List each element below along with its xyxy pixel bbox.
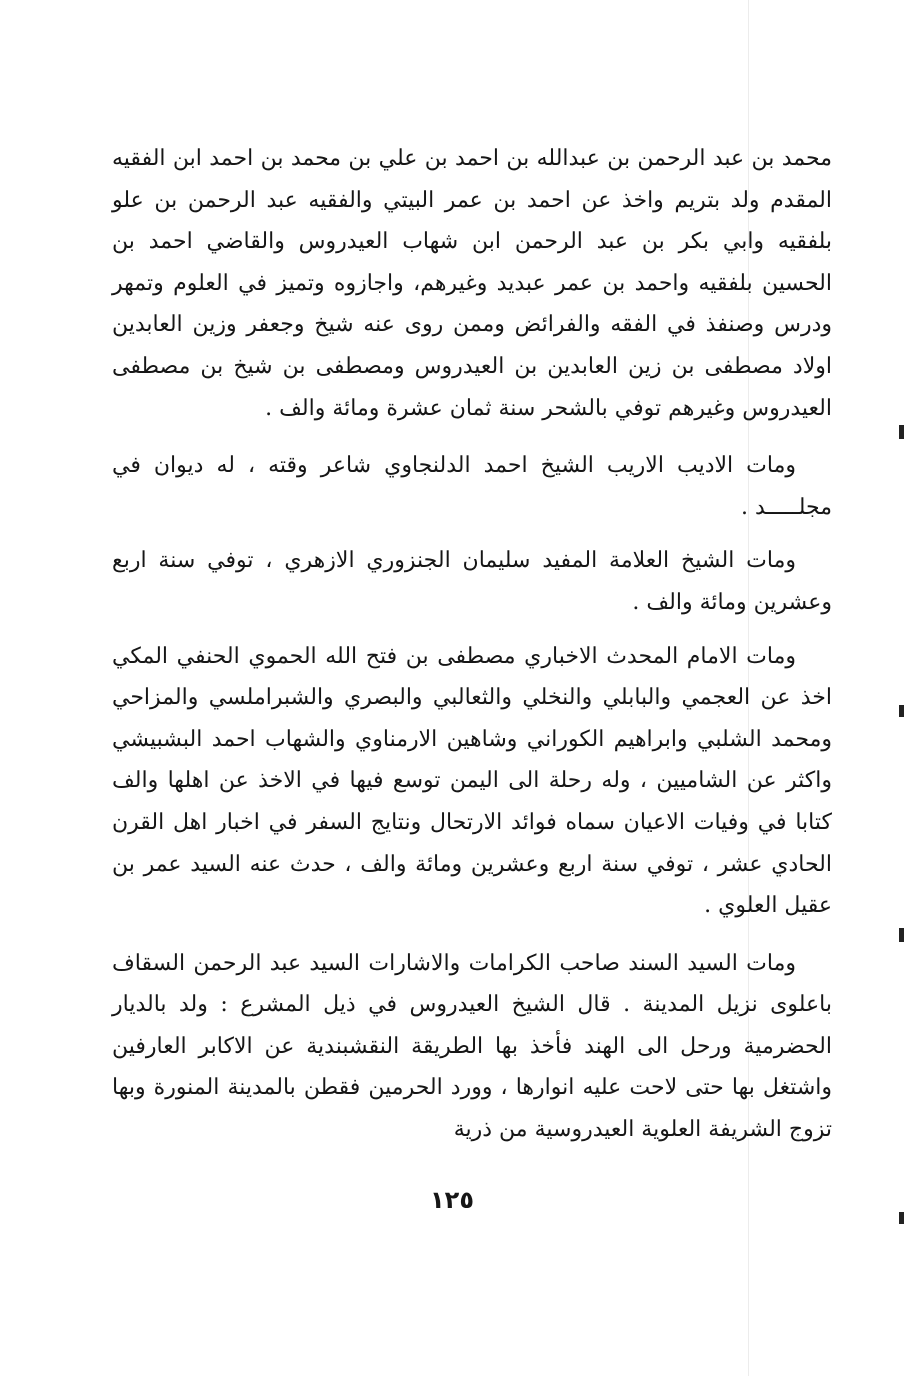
paragraph-muhammad-bin-abdulrahman: محمد بن عبد الرحمن بن عبدالله بن احمد بن علي بن محمد بن احمد ابن الفقيه المقدم ولد بتريم واخذ عن احمد بن عمر البيتي والفقيه عبد الرحمن بن علو بلفقيه وابي بكر بن عبد الرحمن ابن شهاب العيدروس والقاضي احمد بن الحسين بلفقيه واحمد بن عمر عبديد وغيرهم، واجازوه وتميز في العلوم وتمهر ودرس وصنفذ في الفقه والفرائض وممن روى عنه شيخ وجعفر وزين العابدين اولاد مصطفى بن زين العابدين بن العيدروس ومصطفى بن شيخ بن مصطفى العيدروس وغيرهم توفي بالشحر سنة ثمان عشرة ومائة والف . bbox=[112, 146, 832, 421]
paragraph-mustafa-hamawi: ومات الامام المحدث الاخباري مصطفى بن فتح الله الحموي الحنفي المكي اخذ عن العجمي والبابلي والنخلي والثعالبي والبصري والشبراملسي والمزاحي ومحمد الشلبي وابراهيم الكوراني وشاهين الارمناوي والشهاب احمد البشبيشي واكثر عن الشاميين ، وله رحلة الى اليمن توسع فيها في الاخذ عن اهلها والف كتابا في وفيات الاعيان سماه فوائد الارتحال ونتايج السفر في اخبار اهل القرن الحادي عشر ، توفي سنة اربع وعشرين ومائة والف ، حدث عنه السيد عمر بن عقيل العلوي . bbox=[112, 643, 832, 919]
edge-scan-mark bbox=[899, 705, 904, 717]
paragraph-abdulrahman-saqqaf: ومات السيد السند صاحب الكرامات والاشارات السيد عبد الرحمن السقاف باعلوى نزيل المدينة . قال الشيخ العيدروس في ذيل المشرع : ولد بالديار الحضرمية ورحل الى الهند فأخذ بها الطريقة النقشبندية عن الاكابر العارفين واشتغل بها حتى لاحت عليه انوارها ، وورد الحرمين فقطن بالمدينة المنورة وبها تزوج الشريفة العلوية العيدروسية من ذرية bbox=[112, 950, 832, 1143]
paragraph-dalanjawi: ومات الاديب الاريب الشيخ احمد الدلنجاوي شاعر وقته ، له ديوان في مجلـــــد . bbox=[112, 453, 832, 520]
edge-scan-mark bbox=[899, 1212, 904, 1224]
paragraph-janzuri: ومات الشيخ العلامة المفيد سليمان الجنزوري الازهري ، توفي سنة اربع وعشرين ومائة والف . bbox=[112, 548, 832, 615]
page-body-text bbox=[112, 138, 832, 1151]
page-number: ١٢٥ bbox=[430, 1186, 474, 1214]
edge-scan-mark bbox=[899, 425, 904, 439]
edge-scan-mark bbox=[899, 928, 904, 942]
